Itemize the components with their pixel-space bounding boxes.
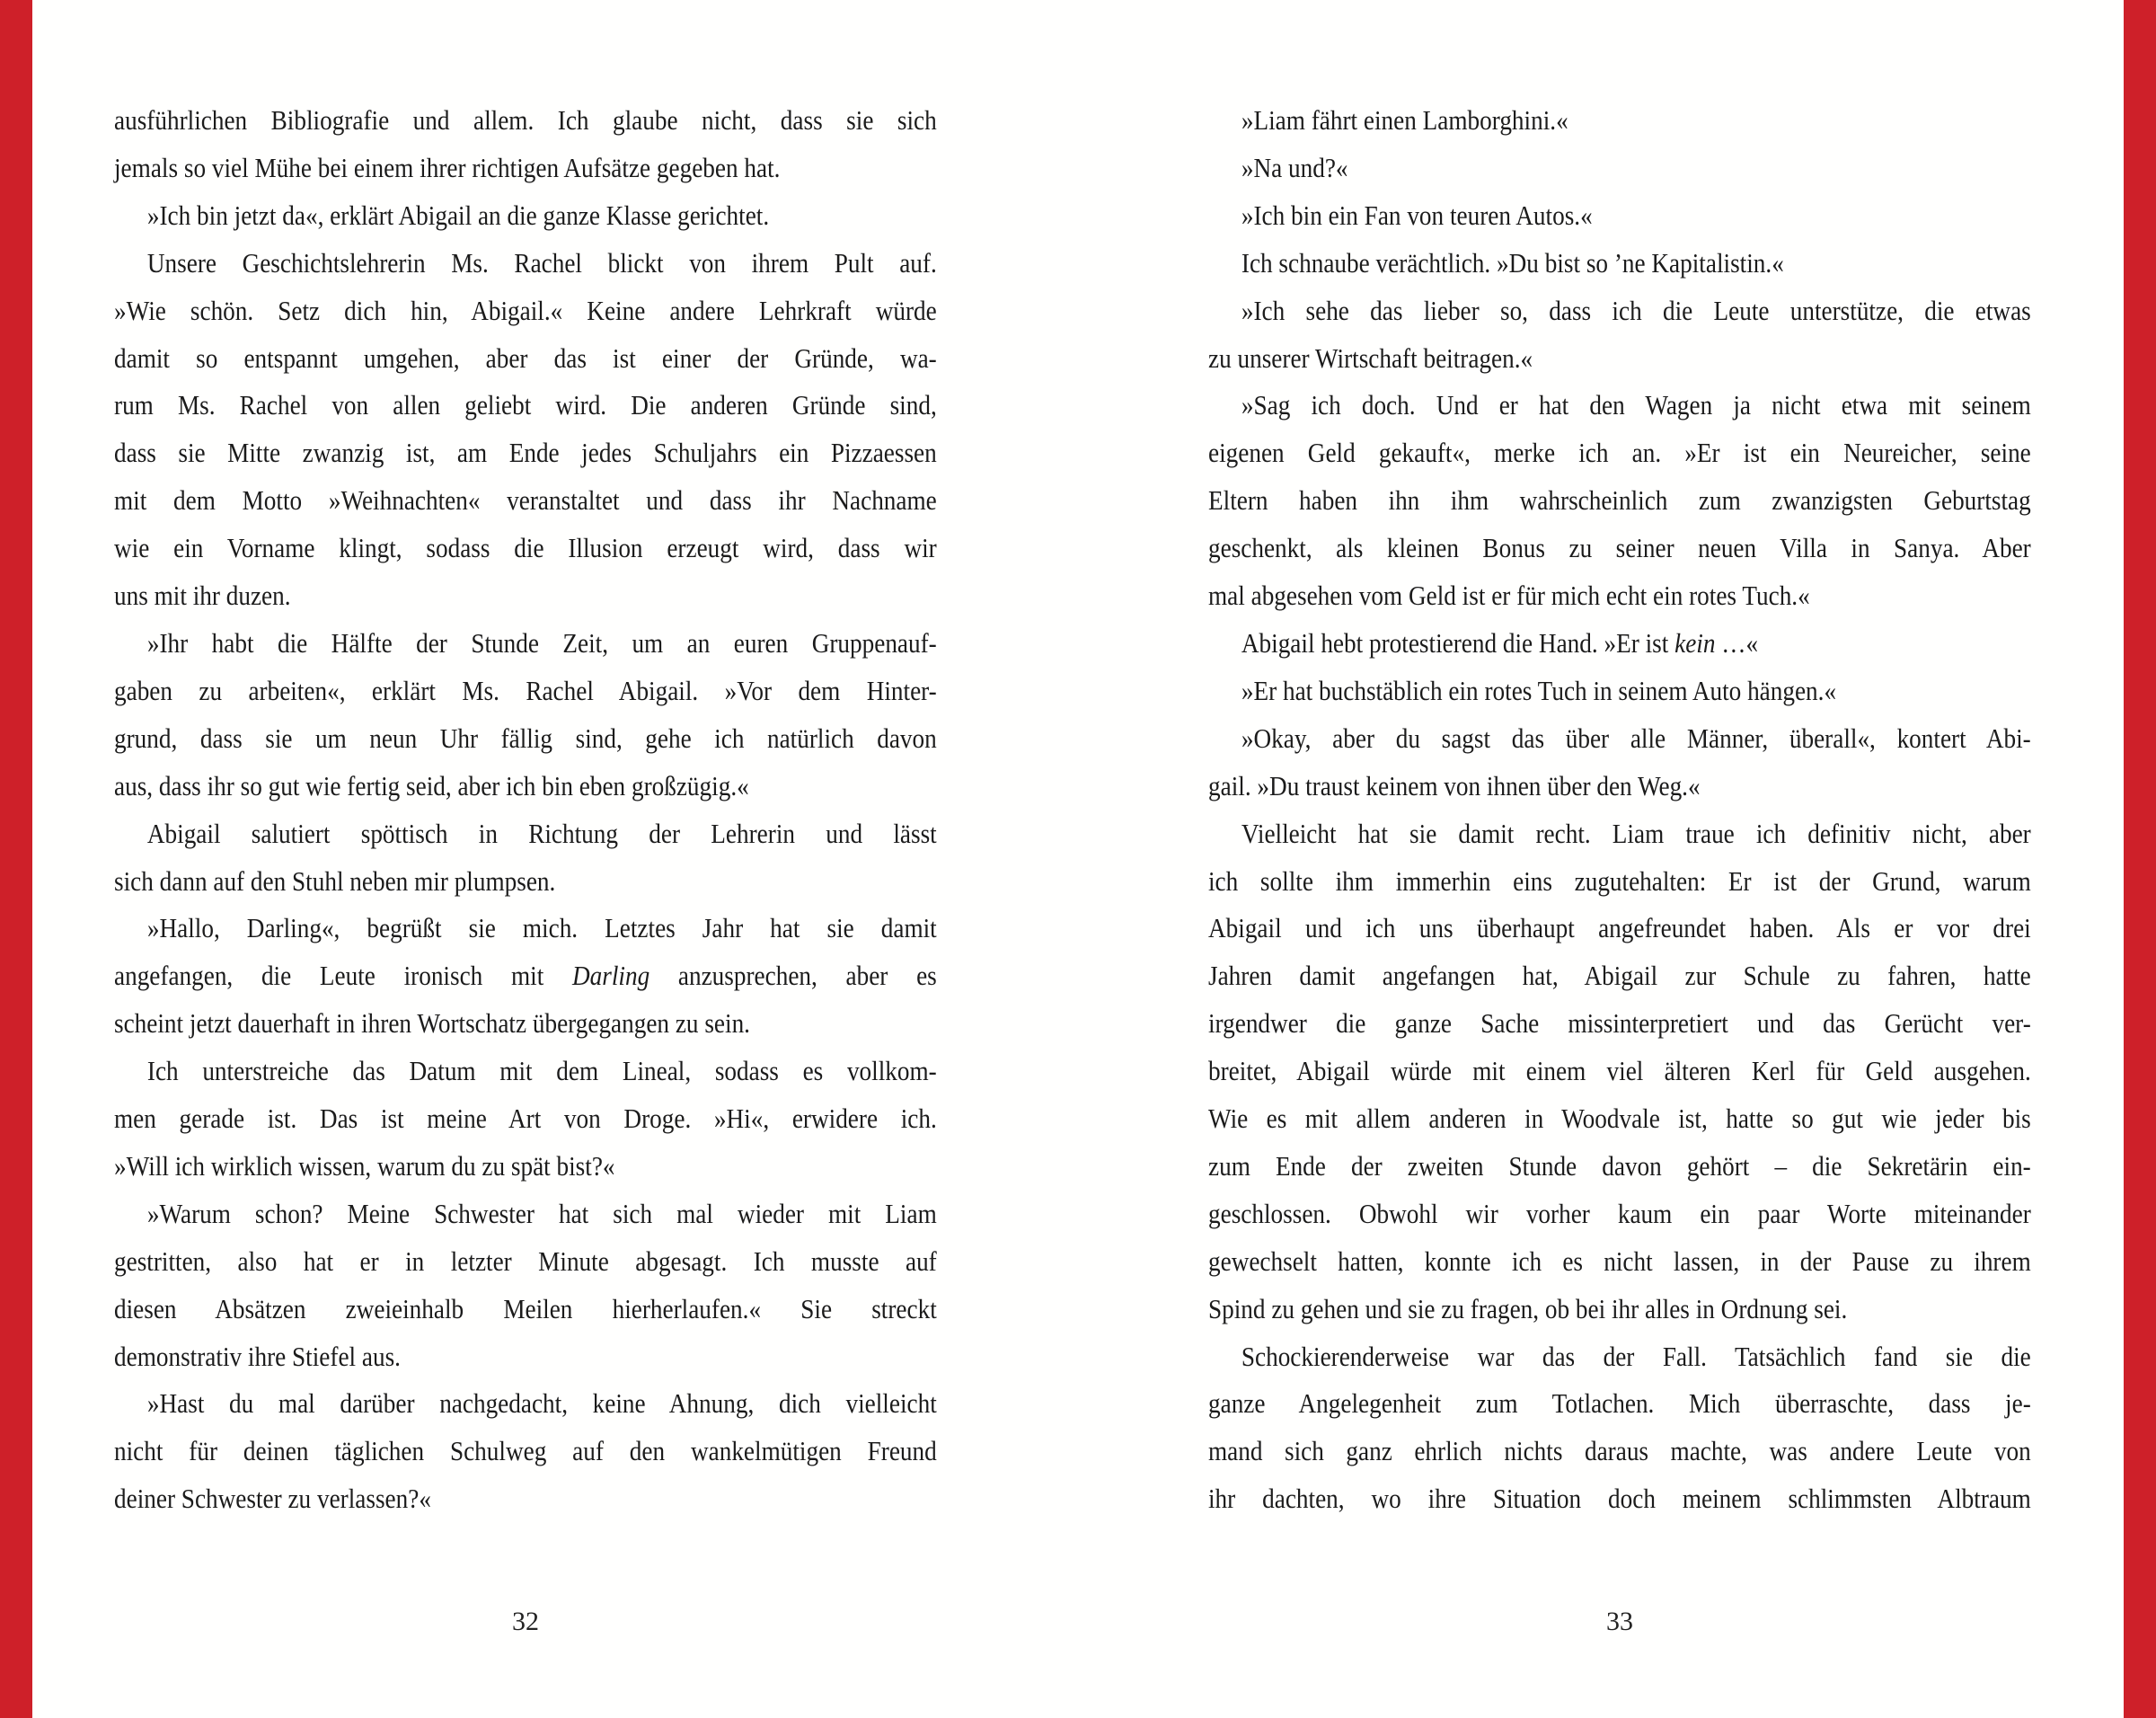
- text-line: »Hast du mal darüber nachgedacht, keine Ahnung, dich vielleicht: [146, 1387, 937, 1420]
- text-line: zu unserer Wirtschaft beitragen.«: [1208, 341, 1533, 374]
- text-line: Abigail salutiert spöttisch in Richtung der Lehrerin und lässt: [146, 817, 937, 849]
- text-line: mal abgesehen vom Geld ist er für mich echt ein rotes Tuch.«: [1208, 580, 1810, 612]
- text-line: Abigail hebt protestierend die Hand. »Er ist kein …«: [1241, 626, 1759, 659]
- text-line: Eltern haben ihn ihm wahrscheinlich zum zwanzigsten Geburtstag: [1208, 484, 2031, 517]
- text-line: »Ich bin jetzt da«, erklärt Abigail an die ganze Klasse gerichtet.: [146, 199, 770, 231]
- italic-text: kein: [1674, 626, 1716, 659]
- text-line: geschenkt, als kleinen Bonus zu seiner neuen Villa in Sanya. Aber: [1208, 532, 2031, 564]
- text-line: jemals so viel Mühe bei einem ihrer richtigen Aufsätze gegeben hat.: [114, 151, 781, 183]
- text-line: aus, dass ihr so gut wie fertig seid, aber ich bin eben großzügig.«: [114, 769, 749, 801]
- page-number-left: 32: [512, 1607, 539, 1636]
- italic-text: Darling: [571, 960, 650, 992]
- text-line: ganze Angelegenheit zum Totlachen. Mich überraschte, dass je-: [1208, 1387, 2031, 1420]
- book-cover-edge-right: [2124, 0, 2156, 1718]
- text-line: gaben zu arbeiten«, erklärt Ms. Rachel Abigail. »Vor dem Hinter-: [114, 674, 937, 706]
- page-right-text: [1208, 97, 2031, 1523]
- text-line: geschlossen. Obwohl wir vorher kaum ein paar Worte miteinander: [1208, 1197, 2031, 1229]
- text-line: ausführlichen Bibliografie und allem. Ich glaube nicht, dass sie sich: [114, 104, 937, 136]
- text-line: »Warum schon? Meine Schwester hat sich mal wieder mit Liam: [146, 1197, 937, 1229]
- text-line: rum Ms. Rachel von allen geliebt wird. Die anderen Gründe sind,: [114, 389, 937, 421]
- text-line: Unsere Geschichtslehrerin Ms. Rachel blickt von ihrem Pult auf.: [146, 246, 937, 279]
- text-line: Ich schnaube verächtlich. »Du bist so ’ne Kapitalistin.«: [1241, 246, 1784, 279]
- text-line: »Sag ich doch. Und er hat den Wagen ja nicht etwa mit seinem: [1241, 389, 2031, 421]
- text-line: gestritten, also hat er in letzter Minute abgesagt. Ich musste auf: [114, 1244, 937, 1277]
- text-line: eigenen Geld gekauft«, merke ich an. »Er ist ein Neureicher, seine: [1208, 437, 2031, 469]
- text-line: mand sich ganz ehrlich nichts daraus machte, was andere Leute von: [1208, 1435, 2031, 1467]
- text-line: Vielleicht hat sie damit recht. Liam traue ich definitiv nicht, aber: [1241, 817, 2031, 849]
- text-line: »Liam fährt einen Lamborghini.«: [1241, 104, 1568, 136]
- text-line: sich dann auf den Stuhl neben mir plumpsen.: [114, 864, 556, 897]
- text-line: Ich unterstreiche das Datum mit dem Lineal, sodass es vollkom-: [146, 1055, 937, 1087]
- page-left-text: [114, 97, 937, 1523]
- text-line: »Ihr habt die Hälfte der Stunde Zeit, um an euren Gruppenauf-: [146, 626, 937, 659]
- text-line: Spind zu gehen und sie zu fragen, ob bei ihr alles in Ordnung sei.: [1208, 1292, 1848, 1324]
- text-line: demonstrativ ihre Stiefel aus.: [114, 1340, 401, 1372]
- text-line: mit dem Motto »Weihnachten« veranstaltet und dass ihr Nachname: [114, 484, 937, 517]
- book-cover-edge-left: [0, 0, 32, 1718]
- text-line: dass sie Mitte zwanzig ist, am Ende jedes Schuljahrs ein Pizzaessen: [114, 437, 937, 469]
- text-line: nicht für deinen täglichen Schulweg auf den wankelmütigen Freund: [114, 1435, 937, 1467]
- text-line: uns mit ihr duzen.: [114, 580, 291, 612]
- text-line: scheint jetzt dauerhaft in ihren Wortschatz übergegangen zu sein.: [114, 1007, 750, 1040]
- text-line: Abigail und ich uns überhaupt angefreundet haben. Als er vor drei: [1208, 912, 2031, 944]
- text-line: »Hallo, Darling«, begrüßt sie mich. Letztes Jahr hat sie damit: [146, 912, 937, 944]
- text-line: Wie es mit allem anderen in Woodvale ist, hatte so gut wie jeder bis: [1208, 1103, 2031, 1135]
- text-line: wie ein Vorname klingt, sodass die Illusion erzeugt wird, dass wir: [114, 532, 937, 564]
- text-line: breitet, Abigail würde mit einem viel älteren Kerl für Geld ausgehen.: [1208, 1055, 2031, 1087]
- text-line: ihr dachten, wo ihre Situation doch meinem schlimmsten Albtraum: [1208, 1483, 2031, 1515]
- text-line: Schockierenderweise war das der Fall. Tatsächlich fand sie die: [1241, 1340, 2031, 1372]
- text-line: »Will ich wirklich wissen, warum du zu spät bist?«: [114, 1149, 615, 1182]
- text-line: damit so entspannt umgehen, aber das ist einer der Gründe, wa-: [114, 341, 937, 374]
- text-line: Jahren damit angefangen hat, Abigail zur Schule zu fahren, hatte: [1208, 960, 2031, 992]
- text-line: grund, dass sie um neun Uhr fällig sind, gehe ich natürlich davon: [114, 722, 937, 754]
- text-line: zum Ende der zweiten Stunde davon gehört – die Sekretärin ein-: [1208, 1149, 2031, 1182]
- text-line: gail. »Du traust keinem von ihnen über den Weg.«: [1208, 769, 1701, 801]
- text-line: ich sollte ihm immerhin eins zugutehalten: Er ist der Grund, warum: [1208, 864, 2031, 897]
- text-line: diesen Absätzen zweieinhalb Meilen hierherlaufen.« Sie streckt: [114, 1292, 937, 1324]
- text-line: gewechselt hatten, konnte ich es nicht lassen, in der Pause zu ihrem: [1208, 1244, 2031, 1277]
- text-line: »Ich bin ein Fan von teuren Autos.«: [1241, 199, 1593, 231]
- text-line: men gerade ist. Das ist meine Art von Droge. »Hi«, erwidere ich.: [114, 1103, 937, 1135]
- text-line: »Er hat buchstäblich ein rotes Tuch in seinem Auto hängen.«: [1241, 674, 1837, 706]
- text-line: irgendwer die ganze Sache missinterpretiert und das Gerücht ver-: [1208, 1007, 2031, 1040]
- text-line: »Okay, aber du sagst das über alle Männer, überall«, kontert Abi-: [1241, 722, 2031, 754]
- text-line: »Na und?«: [1241, 151, 1348, 183]
- page-number-right: 33: [1606, 1607, 1633, 1636]
- text-line: »Wie schön. Setz dich hin, Abigail.« Keine andere Lehrkraft würde: [114, 294, 937, 326]
- text-line: »Ich sehe das lieber so, dass ich die Leute unterstütze, die etwas: [1241, 294, 2031, 326]
- text-line: angefangen, die Leute ironisch mit Darling anzusprechen, aber es: [114, 960, 937, 992]
- text-line: deiner Schwester zu verlassen?«: [114, 1483, 431, 1515]
